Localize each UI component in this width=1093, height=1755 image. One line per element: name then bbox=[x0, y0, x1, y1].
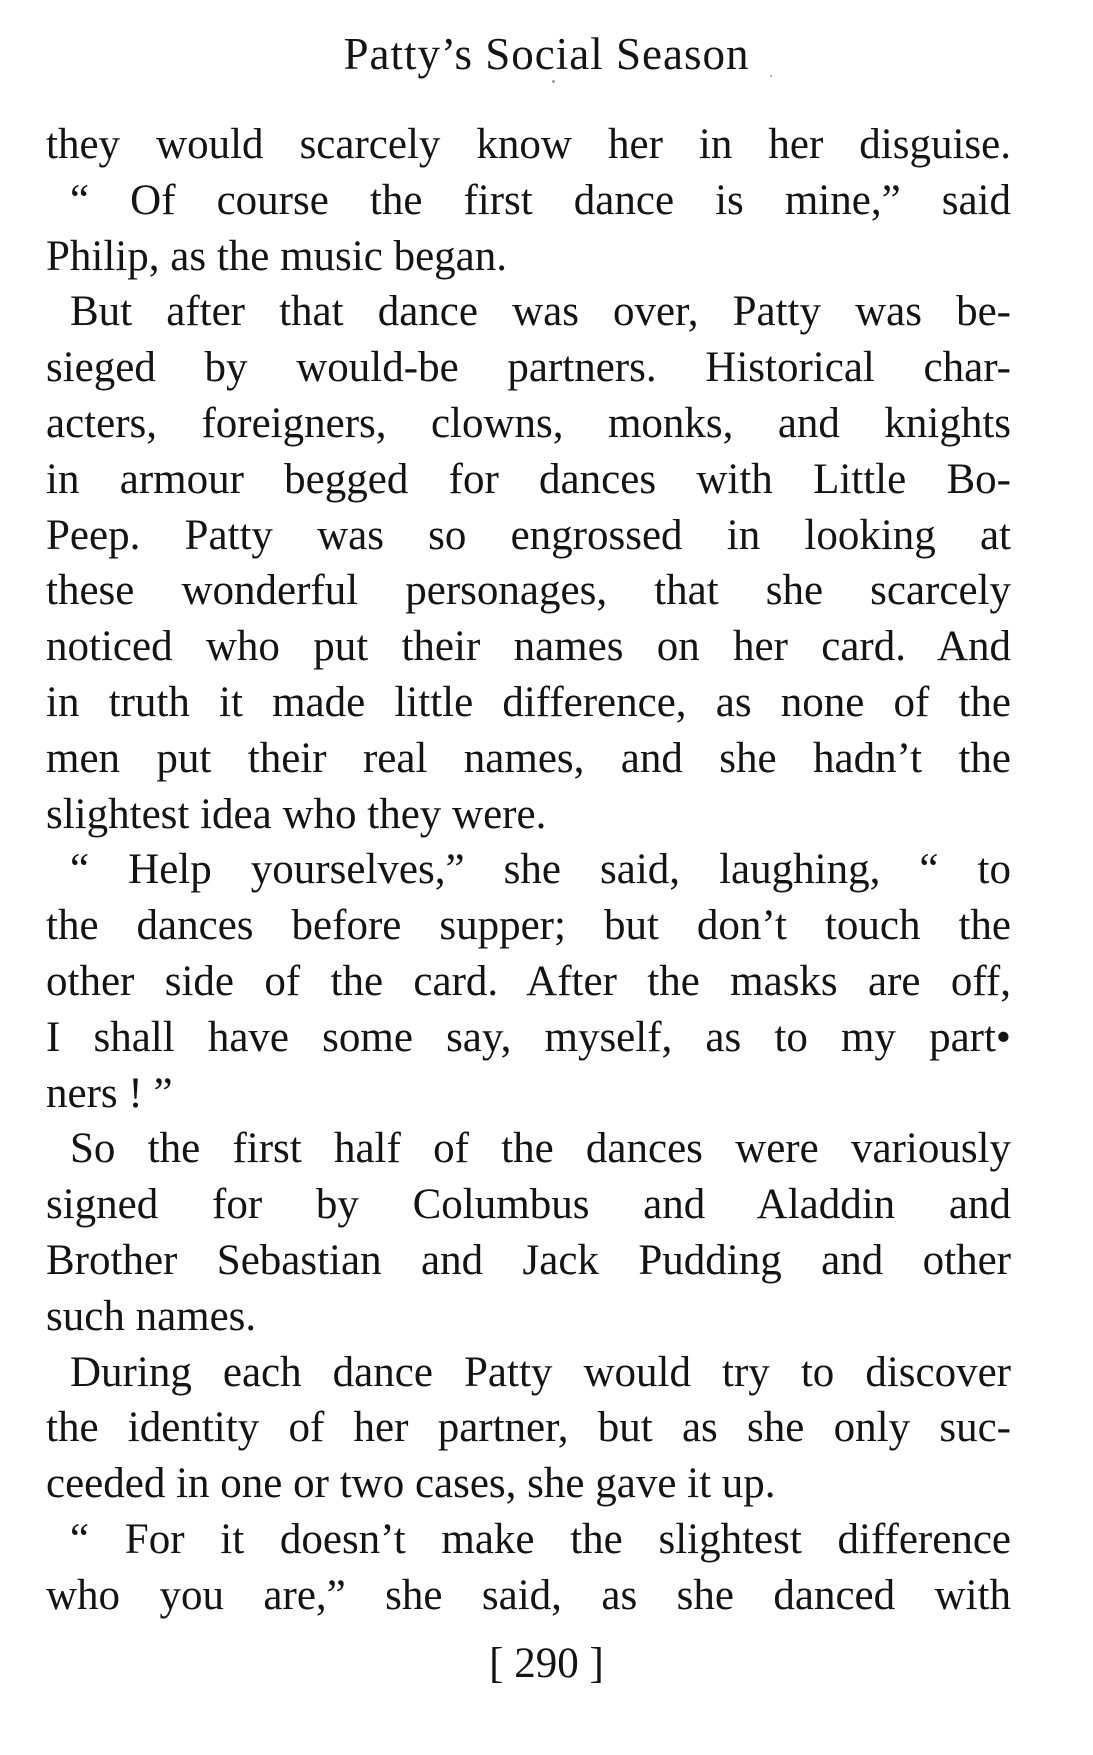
text-line: Brother Sebastian and Jack Pudding and other bbox=[46, 1236, 1011, 1284]
body-text bbox=[46, 117, 1011, 1624]
page-number: [ 290 ] bbox=[489, 1640, 604, 1687]
text-line: they would scarcely know her in her disguise. bbox=[46, 121, 1011, 168]
text-line: I shall have some say, myself, as to my part• bbox=[46, 1013, 1011, 1061]
text-line: the identity of her partner, but as she only suc- bbox=[46, 1404, 1011, 1452]
text-line: in truth it made little difference, as none of the bbox=[46, 678, 1011, 726]
text-line: “ For it doesn’t make the slightest difference bbox=[70, 1515, 1011, 1563]
print-speck bbox=[552, 80, 555, 83]
running-head: Patty’s Social Season bbox=[343, 29, 750, 79]
text-line: sieged by would-be partners. Historical char- bbox=[46, 344, 1011, 392]
text-line: Philip, as the music began. bbox=[46, 232, 507, 280]
text-line: So the first half of the dances were variously bbox=[70, 1125, 1011, 1173]
text-line: slightest idea who they were. bbox=[46, 790, 547, 838]
text-line: in armour begged for dances with Little Bo- bbox=[46, 455, 1011, 503]
text-line: “ Of course the first dance is mine,” said bbox=[70, 176, 1011, 224]
text-line: ners ! ” bbox=[46, 1069, 173, 1117]
text-line: signed for by Columbus and Aladdin and bbox=[46, 1181, 1011, 1229]
text-line: “ Help yourselves,” she said, laughing, “ to bbox=[70, 846, 1011, 894]
text-line: ceeded in one or two cases, she gave it up. bbox=[46, 1460, 776, 1508]
text-line: men put their real names, and she hadn’t the bbox=[46, 734, 1011, 782]
text-line: During each dance Patty would try to discover bbox=[70, 1348, 1011, 1396]
text-line: these wonderful personages, that she scarcely bbox=[46, 567, 1011, 615]
text-line: who you are,” she said, as she danced with bbox=[46, 1571, 1011, 1619]
text-line: acters, foreigners, clowns, monks, and knights bbox=[46, 399, 1011, 447]
text-line: noticed who put their names on her card. And bbox=[46, 623, 1011, 671]
text-line: Peep. Patty was so engrossed in looking at bbox=[46, 511, 1011, 559]
text-line: other side of the card. After the masks are off, bbox=[46, 957, 1011, 1005]
print-speck bbox=[770, 75, 772, 77]
text-line: the dances before supper; but don’t touch the bbox=[46, 902, 1011, 950]
text-line: such names. bbox=[46, 1292, 257, 1340]
text-line: But after that dance was over, Patty was be- bbox=[70, 288, 1011, 336]
